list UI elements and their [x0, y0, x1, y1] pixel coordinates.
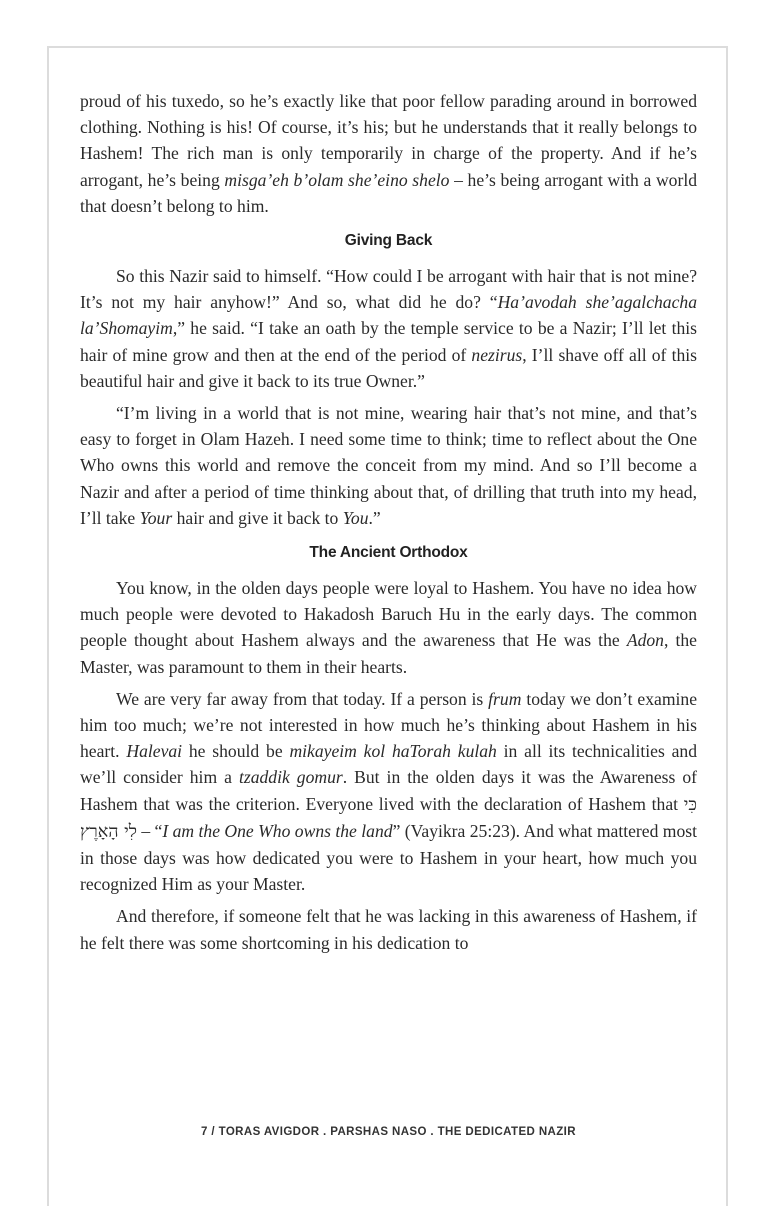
paragraph-2: So this Nazir said to himself. “How could I be arrogant with hair that is not mine? It’s not my hair anyhow!” And so, what did he do? “Ha’avodah she’agalchacha la’Shomayim,” he said. “I take an oath by the temple service to be a Nazir; I’ll let this hair of mine grow and then at the end of the period of nezirus, I’ll shave off all of this beautiful hair and give it back to its true Owner.”: [80, 266, 697, 391]
section-heading-ancient-orthodox: The Ancient Orthodox: [309, 544, 468, 562]
paragraph-6: And therefore, if someone felt that he was lacking in this awareness of Hashem, if he felt there was some shortcoming in his dedication to: [80, 906, 697, 953]
paragraph-5: We are very far away from that today. If a person is frum today we don’t examine him too much; we’re not interested in how much he’s thinking about Hashem in his heart. Halevai he should be mikayeim kol haTorah kulah in all its technicalities and we’ll consider him a tzaddik gomur. But in the olden days it was the Awareness of Hashem that was the criterion. Everyone lived with the declaration of Hashem that כִּי לִי הָאָרֶץ – “I am the One Who owns the land” (Vayikra 25:23). And what mattered most in those days was how dedicated you were to Hashem in your heart, how much you recognized Him as your Master.: [80, 688, 697, 895]
paragraph-4: You know, in the olden days people were loyal to Hashem. You have no idea how much people were devoted to Hakadosh Baruch Hu in the early days. The common people thought about Hashem always and the awareness that He was the Adon, the Master, was paramount to them in their hearts.: [80, 578, 697, 677]
section-heading-giving-back: Giving Back: [344, 232, 433, 250]
hebrew-quote: כִּי לִי הָאָרֶץ: [80, 794, 697, 842]
page-body: [80, 88, 697, 962]
page-footer: 7 / TORAS AVIGDOR . PARSHAS NASO . THE DEDICATED NAZIR: [201, 1126, 576, 1138]
paragraph-3: “I’m living in a world that is not mine, wearing hair that’s not mine, and that’s easy to forget in Olam Hazeh. I need some time to think; time to reflect about the One Who owns this world and remove the conceit from my mind. And so I’ll become a Nazir and after a period of time thinking about that, of drilling that truth into my head, I’ll take Your hair and give it back to You.”: [80, 403, 697, 528]
paragraph-1: proud of his tuxedo, so he’s exactly like that poor fellow parading around in borrowed clothing. Nothing is his! Of course, it’s his; but he understands that it really belongs to Hashem! The rich man is only temporarily in charge of the property. And if he’s arrogant, he’s being misga’eh b’olam she’eino shelo – he’s being arrogant with a world that doesn’t belong to him.: [80, 91, 697, 216]
